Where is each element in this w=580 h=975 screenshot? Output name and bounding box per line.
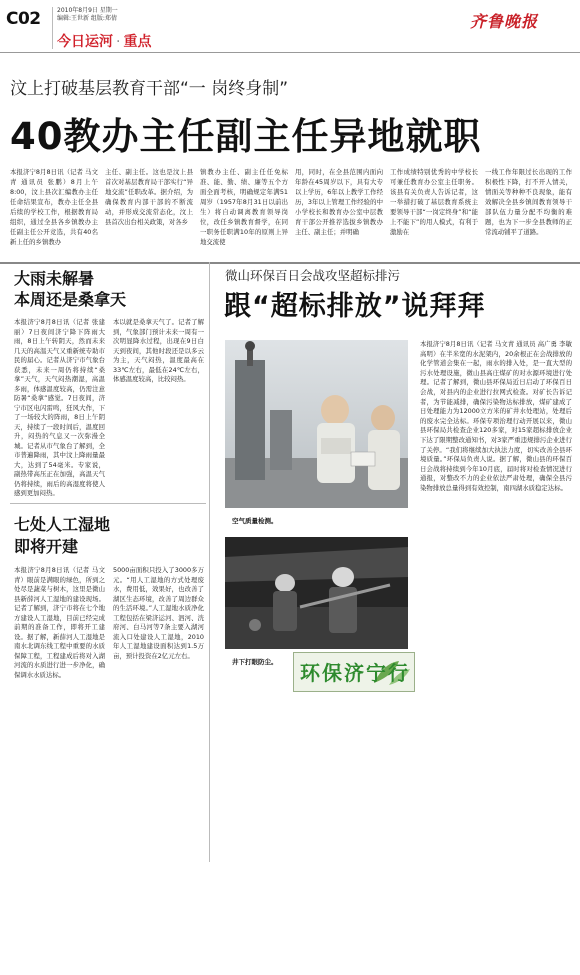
section-title: 今日运河 · 重点: [57, 34, 152, 50]
section-sub: 重点: [123, 34, 152, 50]
masthead-rule: [0, 52, 580, 53]
story3-headline: 七处人工湿地: [14, 515, 111, 534]
story1-col: 工作成绩特别优秀的中学校长可兼任教育办公室主任职务。该县有关负责人告诉记者，这一举措打破了基层教育系统主要领导干部“一岗定终身”和“能上不能下”的用人模式，有利于激励在: [390, 168, 478, 236]
story4-body: 本报济宁8月8日讯（记者 马文青 通讯员 高广勇 李敏 高明）在半米宽的水泥架内，20余根正在会战排放的化学管道会集在一起，雨水的排入处，是一直大型的污水处理设施，微山县高庄煤矿的对水源环境进行处理。记者了解到，微山县环保局近日启动了环保百日会战，对县内的企业进行拉网式检查。对矿长告诉记者，为节能减排，确保污染物达标排放，煤矿建成了日处理能力为12000立方米的矿井水处理站，处理后的废水完全达标。环保专项治理行动开展以来，微山县环保局共检查企业120多家，对15家超标排放企业下达了限期整改通知书，对3家严重违规排污企业进行了关停。“我们将继续加大执法力度，切实改善全县环境质量。”环保局负责人说。据了解，微山县的环保百日会战将持续到今年10月底，届时将对检查情况进行通报，对整改不力的企业依法严肃处理，确保全县污染物排放总量得到有效控制，南四湖水质稳定达标。: [420, 340, 572, 492]
story1-col: 一线工作年限过长出现的工作积极性下降，打不开人情关，情面关等种种不良现象，能有效解决全县乡镇间教育领导干部队伍力量分配不均衡的难题，也为下一步全县教师的正常流动铺平了道路。: [485, 168, 572, 236]
env-logo-text: 环保济宁行: [300, 661, 410, 685]
column-rule: [209, 262, 210, 862]
photo-caption: 空气质量检测。: [232, 517, 278, 525]
page-number: C02: [6, 9, 41, 29]
story2-headline: 大雨未解暑: [14, 269, 95, 288]
story4-kicker: 微山环保百日会战攻坚超标排污: [225, 268, 401, 283]
story2-col: 本以就是桑拿天气了。记者了解到，气象部门预计未来一周有一次明显降水过程，出现在9日白天到夜间，其他时段还是以多云为主，天气闷热，温度最高在33℃左右，最低在24℃左右，体感温度较高，比较闷热。: [113, 318, 204, 383]
story1-body: [10, 167, 572, 255]
issue-editor: 编辑:王世新 组版:郑倩: [57, 15, 117, 22]
story4-headline: 跟“超标排放”说拜拜: [224, 291, 486, 322]
story1-kicker: 汶上打破基层教育干部“一 岗终身制”: [10, 79, 289, 99]
story1-col: 本报济宁8月8日讯（记者 马文青 通讯员 张鹏）8月上午8:00，汶上县次汇编教办主任任命结果宣布，教办主任全县后续的学校工作，根据教育局组织，通过全县各乡镇教办主任副主任公开竞选，共有40名新上任的乡镇教办: [10, 168, 98, 246]
issue-date: 2010年8月9日 星期一: [57, 7, 118, 14]
newspaper-logo: 齐鲁晚报: [470, 12, 539, 31]
issue-meta: [57, 7, 118, 23]
mine-drilling-photo: [225, 537, 408, 649]
story3-col: 本报济宁8月8日讯（记者 马文青）眼前是满眼的绿色，所到之处尽是蔬菜与树木，这里是微山县新薛河人工湿地的建设现场。记者了解到，济宁市将在七个地方建设人工湿地，目前已经完成前期的准备工作，即将开工建设。据了解，新薛河人工湿地是南水北调东线工程中重要的水质保障工程，工程建成后将对入湖河流的水质进行进一步净化，确保调水水质达标。: [14, 566, 105, 679]
story1-col: 镇教办主任、副主任任免标准、能、勤、绩、廉等五个方面全面考核，明确规定年满51周岁（1957年8月31日以前出生）将自动调离教育领导岗位，改任乡镇教育督学，在同一职务任职满10年的原则上异地交流使: [200, 168, 288, 246]
masthead-divider: [52, 7, 53, 49]
story1-headline: 40教办主任副主任异地就职: [10, 115, 482, 158]
column-divider: [10, 503, 206, 504]
photo-caption: 井下打眼防尘。: [232, 658, 278, 666]
story1-col: 主任、副主任。这也是汶上县首次对基层教育局干部实行“异地交流”任职改革。据介绍，为确保教育内部干部的不断流动，并形成交流常态化，汶上县首次出台相关政策，对各乡: [105, 168, 193, 226]
story2-subheadline: 本周还是桑拿天: [14, 290, 127, 309]
story3-col: 5000亩面积只投入了3000多万元。“用人工湿地的方式处理废水，费用低，效果好，也改善了湖区生态环境，改善了周边群众的生活环境。”人工湿地水质净化工程包括在梁济运河、泗河、洸府河、白马河等7条主要入湖河流入口处建设人工湿地，2010年人工湿地建设面积达到1.5万亩，预计投资在2亿元左右。: [113, 566, 204, 660]
story-divider: [0, 262, 580, 264]
story2-col: 本报济宁8月8日讯（记者 张建丽）7日夜间济宁降下阵雨大雨，8日上午转阴天，然而未来几天的高温天气又重新统专助市民的届心。记者从济宁市气象台获悉，未来一周仍将持续“桑拿”天气，天气闷热潮湿，高温多雨，体感温度较高，仍需注意防暑“桑拿”感觉。7日夜间，济宁市区电闪雷鸣，狂风大作，下了一场较大的阵雨，8日上午阴天，持续了一段时间后，温度回升，闷热的气息又一次弥漫全城。记者从市气象台了解到，全市普遍降雨，其中汶上降雨量最大，达到了54毫米。专家说，副热带高压正在加强，高温天气仍将持续，雨后的高湿度将使人感到更加闷热。: [14, 318, 105, 497]
air-quality-photo: [225, 340, 408, 508]
story3-subheadline: 即将开建: [14, 537, 79, 556]
section-name: 今日运河: [57, 34, 113, 50]
story1-col: 用，同时，在全县范围内面向年龄在45周岁以下，具有大专以上学历，6年以上教学工作经历，3年以上管理工作经验的中小学校长和教育办公室中层教育干部公开推荐选拔乡镇教办主任、副主任；并明确: [295, 168, 383, 236]
